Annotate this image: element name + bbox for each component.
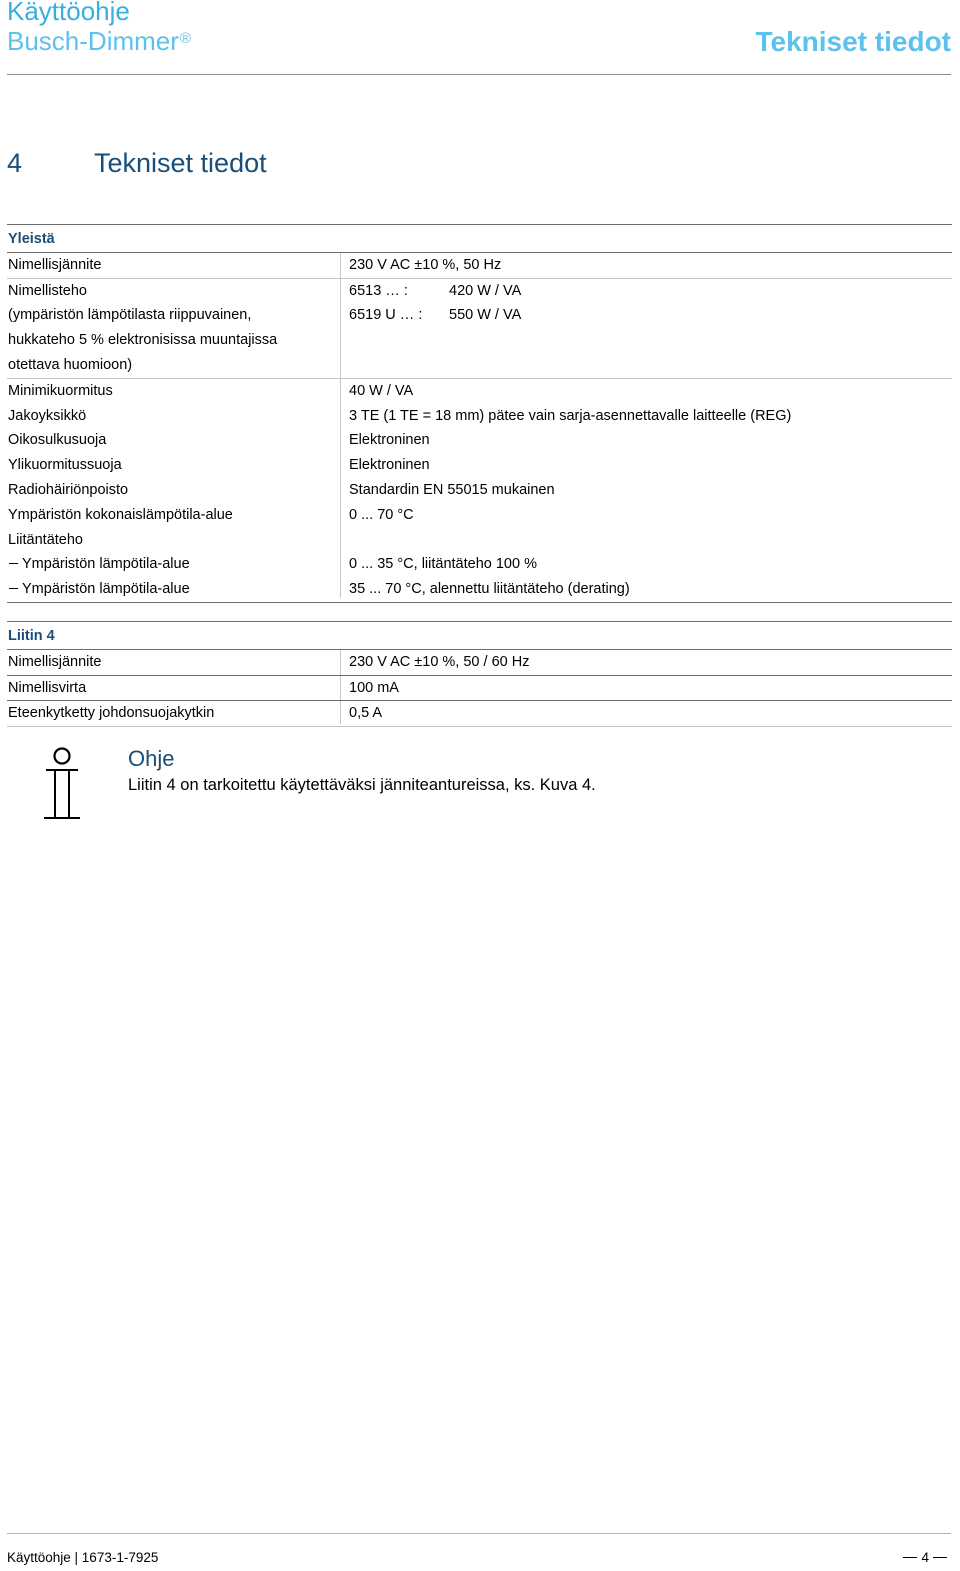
spec-value: 100 mA xyxy=(349,679,399,696)
product-name-text: Busch-Dimmer xyxy=(7,26,179,56)
spec-label: Eteenkytketty johdonsuojakytkin xyxy=(8,705,215,722)
spec-value: 3 TE (1 TE = 18 mm) pätee vain sarja-asennettavalle laitteelle (REG) xyxy=(349,407,792,424)
page-dash xyxy=(903,1557,917,1558)
spec-label-text: Ympäristön lämpötila-alue xyxy=(22,556,190,573)
spec-label: (ympäristön lämpötilasta riippuvainen, xyxy=(8,307,252,324)
table-row xyxy=(7,253,952,279)
note-text: Liitin 4 on tarkoitettu käytettäväksi jänniteantureissa, ks. Kuva 4. xyxy=(128,776,596,794)
footer-divider xyxy=(7,1533,951,1534)
general-specs-table xyxy=(7,224,952,603)
table-row xyxy=(7,676,952,702)
info-icon xyxy=(42,744,82,822)
header-divider xyxy=(7,74,951,75)
table-row xyxy=(7,453,952,478)
page-number xyxy=(899,1549,951,1567)
spec-label: Ylikuormitussuoja xyxy=(8,457,122,474)
spec-value: 230 V AC ±10 %, 50 / 60 Hz xyxy=(349,653,530,670)
spec-value: 40 W / VA xyxy=(349,382,414,399)
spec-label: Nimellisvirta xyxy=(8,679,87,696)
running-section-label: Tekniset tiedot xyxy=(755,26,951,57)
table-row xyxy=(7,577,952,603)
table-row xyxy=(7,552,952,577)
spec-value-secondary: 550 W / VA xyxy=(449,307,522,324)
spec-label: Jakoyksikkö xyxy=(8,407,87,424)
spec-label: Radiohäiriönpoisto xyxy=(8,481,129,498)
table-row xyxy=(7,328,952,353)
spec-label: Nimellisteho xyxy=(8,282,87,299)
table-caption: Liitin 4 xyxy=(8,628,55,644)
spec-value: 35 ... 70 °C, alennettu liitäntäteho (derating) xyxy=(349,581,630,598)
spec-label: Minimikuormitus xyxy=(8,382,113,399)
spec-value-secondary: 420 W / VA xyxy=(449,282,522,299)
table-row xyxy=(7,428,952,453)
registered-mark: ® xyxy=(179,30,191,47)
spec-value: Elektroninen xyxy=(349,432,430,449)
product-name xyxy=(7,26,191,56)
spec-value: 230 V AC ±10 %, 50 Hz xyxy=(349,256,502,273)
table-row xyxy=(7,478,952,503)
table-row xyxy=(7,503,952,528)
table-row xyxy=(7,404,952,429)
footer-document-id: Käyttöohje | 1673-1-7925 xyxy=(7,1550,159,1565)
spec-value: Elektroninen xyxy=(349,457,430,474)
connector-specs-table xyxy=(7,621,952,727)
spec-label-text: Ympäristön lämpötila-alue xyxy=(22,581,190,598)
table-row xyxy=(7,379,952,404)
spec-label: otettava huomioon) xyxy=(8,356,133,373)
table-caption-row xyxy=(7,622,952,650)
section-title: Tekniset tiedot xyxy=(94,148,267,178)
spec-label: Liitäntäteho xyxy=(8,531,83,548)
table-row xyxy=(7,701,952,727)
table-caption: Yleistä xyxy=(8,231,55,247)
spec-value: Standardin EN 55015 mukainen xyxy=(349,481,555,498)
spec-label: Nimellisjännite xyxy=(8,256,102,273)
note-heading: Ohje xyxy=(128,746,175,771)
spec-label: Ympäristön kokonaislämpötila-alue xyxy=(8,506,233,523)
document-title: Käyttöohje xyxy=(7,0,130,26)
spec-value: 6513 … : xyxy=(349,282,408,299)
spec-value: 0,5 A xyxy=(349,705,383,722)
spec-value: 0 ... 35 °C, liitäntäteho 100 % xyxy=(349,556,537,573)
page-dash xyxy=(933,1557,947,1558)
spec-label: Nimellisjännite xyxy=(8,653,102,670)
spec-label: hukkateho 5 % elektronisissa muuntajissa xyxy=(8,332,278,349)
dash-bullet xyxy=(9,588,18,589)
table-caption-row xyxy=(7,225,952,253)
dash-bullet xyxy=(9,563,18,564)
table-row xyxy=(7,303,952,328)
table-row xyxy=(7,650,952,676)
table-row xyxy=(7,353,952,379)
spec-label: Oikosulkusuoja xyxy=(8,432,107,449)
table-row xyxy=(7,279,952,304)
table-row xyxy=(7,528,952,553)
spec-value: 6519 U … : xyxy=(349,307,423,324)
page-number-text: 4 xyxy=(921,1550,929,1565)
section-number: 4 xyxy=(7,148,23,178)
spec-value: 0 ... 70 °C xyxy=(349,506,414,523)
